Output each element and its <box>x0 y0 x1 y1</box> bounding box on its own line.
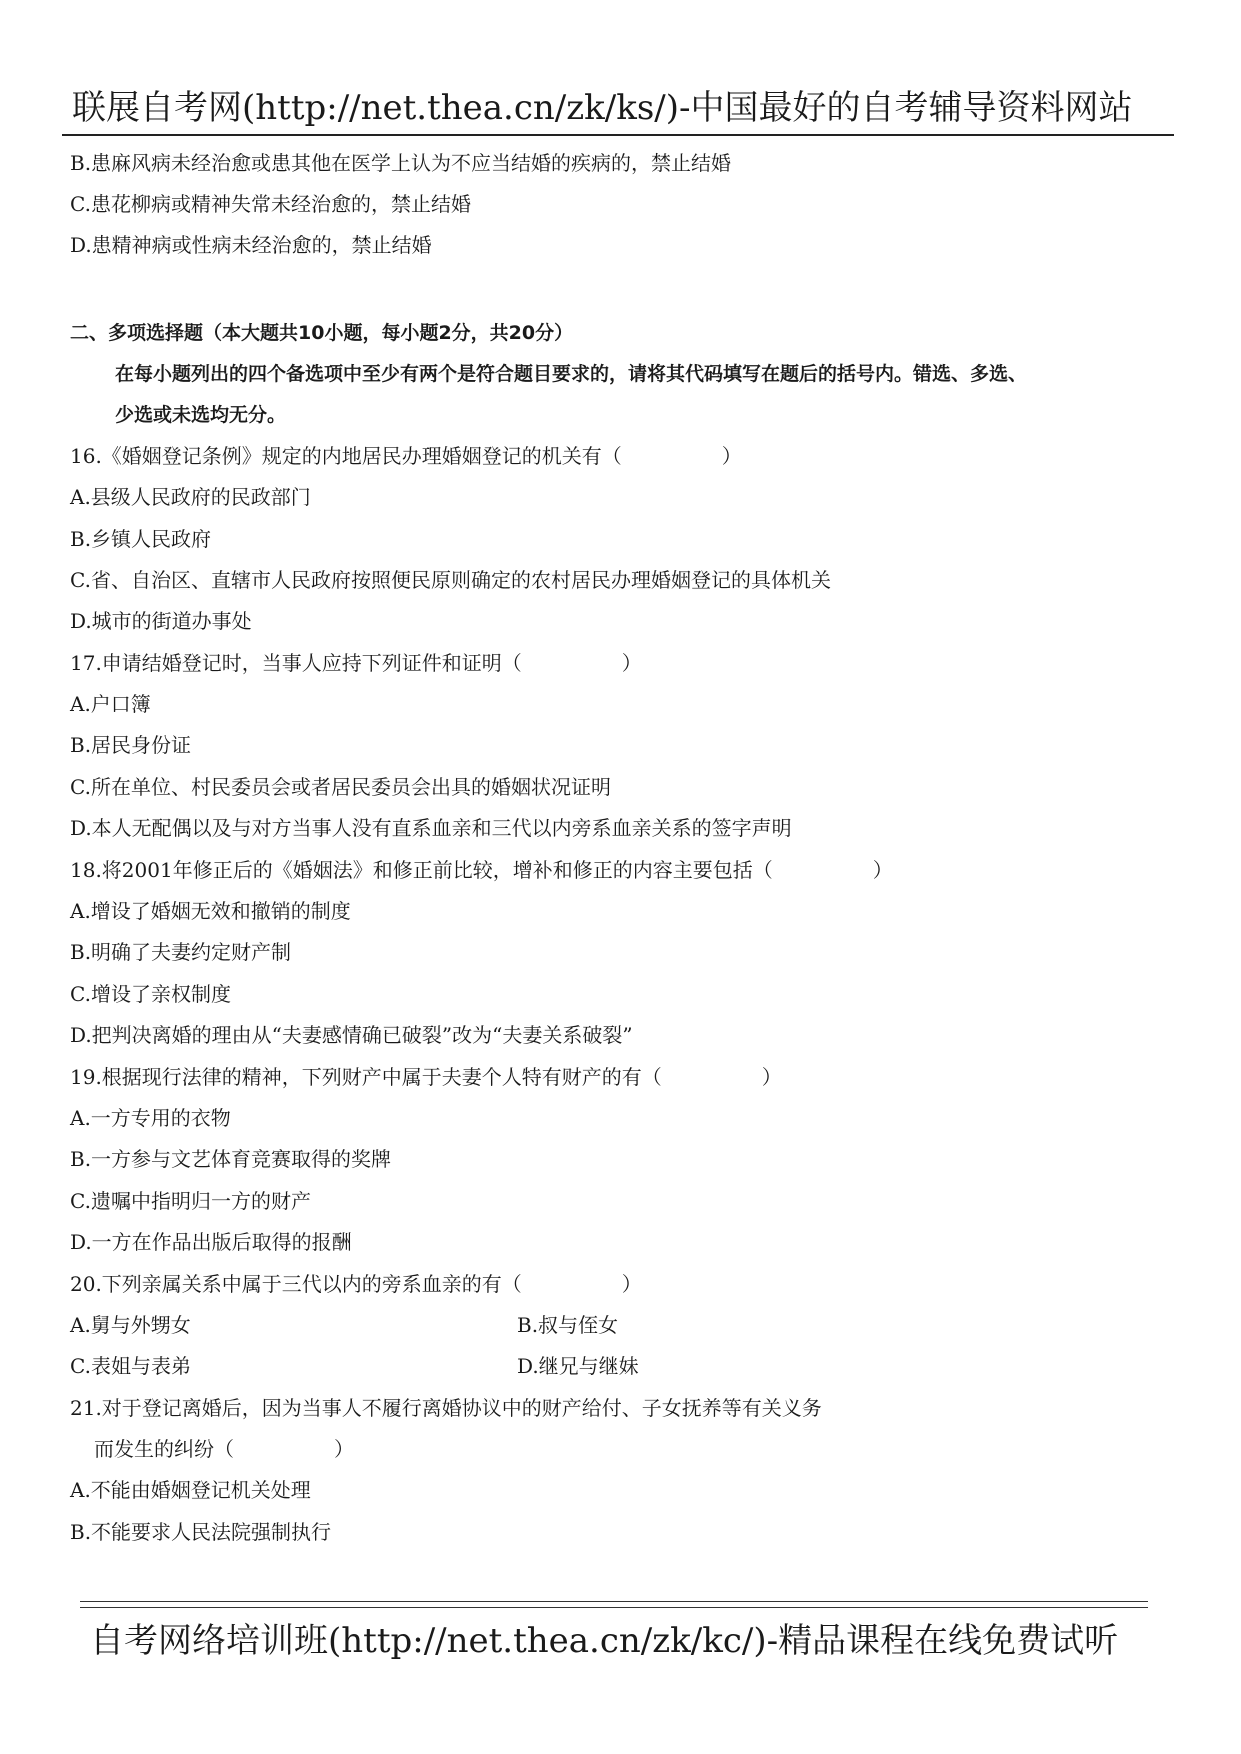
option-line: B.乡镇人民政府 <box>70 527 212 551</box>
option-line: D.把判决离婚的理由从“夫妻感情确已破裂”改为“夫妻关系破裂” <box>70 1023 633 1047</box>
option-line: D.本人无配偶以及与对方当事人没有直系血亲和三代以内旁系血亲关系的签字声明 <box>70 816 792 840</box>
option-line: C.患花柳病或精神失常未经治愈的，禁止结婚 <box>70 192 471 216</box>
section-title: 二、多项选择题（本大题共10小题，每小题2分，共20分） <box>70 322 574 344</box>
option-line: A.不能由婚姻登记机关处理 <box>70 1478 311 1502</box>
option-line: C.表姐与表弟 <box>70 1354 191 1378</box>
option-line: D.城市的街道办事处 <box>70 609 252 633</box>
option-line: D.一方在作品出版后取得的报酬 <box>70 1230 352 1254</box>
question-stem-continued: 而发生的纠纷（ ） <box>94 1437 354 1461</box>
question-stem: 21.对于登记离婚后，因为当事人不履行离婚协议中的财产给付、子女抚养等有关义务 <box>70 1396 822 1420</box>
option-line: A.舅与外甥女 <box>70 1313 191 1337</box>
option-line: A.户口簿 <box>70 692 151 716</box>
option-line: A.增设了婚姻无效和撤销的制度 <box>70 899 351 923</box>
option-line: B.居民身份证 <box>70 733 192 757</box>
option-line: C.所在单位、村民委员会或者居民委员会出具的婚姻状况证明 <box>70 775 611 799</box>
option-line: C.省、自治区、直辖市人民政府按照便民原则确定的农村居民办理婚姻登记的具体机关 <box>70 568 831 592</box>
option-line: B.患麻风病未经治愈或患其他在医学上认为不应当结婚的疾病的，禁止结婚 <box>70 151 732 175</box>
section-instruction: 少选或未选均无分。 <box>115 404 287 426</box>
footer-double-rule <box>80 1601 1148 1608</box>
question-stem: 20.下列亲属关系中属于三代以内的旁系血亲的有（ ） <box>70 1272 642 1296</box>
option-line: D.继兄与继妹 <box>517 1354 639 1378</box>
question-stem: 16.《婚姻登记条例》规定的内地居民办理婚姻登记的机关有（ ） <box>70 444 742 468</box>
question-stem: 18.将2001年修正后的《婚姻法》和修正前比较，增补和修正的内容主要包括（ ） <box>70 858 893 882</box>
question-stem: 19.根据现行法律的精神，下列财产中属于夫妻个人特有财产的有（ ） <box>70 1065 782 1089</box>
site-header: 联展自考网(http://net.thea.cn/zk/ks/)-中国最好的自考辅导资料网站 <box>72 88 1133 128</box>
section-instruction: 在每小题列出的四个备选项中至少有两个是符合题目要求的，请将其代码填写在题后的括号内。错选、多选、 <box>115 363 1028 385</box>
option-line: B.明确了夫妻约定财产制 <box>70 940 292 964</box>
site-footer: 自考网络培训班(http://net.thea.cn/zk/kc/)-精品课程在线免费试听 <box>90 1621 1119 1661</box>
header-rule <box>62 134 1174 136</box>
option-line: B.一方参与文艺体育竞赛取得的奖牌 <box>70 1147 392 1171</box>
option-line: B.不能要求人民法院强制执行 <box>70 1520 332 1544</box>
option-line: B.叔与侄女 <box>517 1313 619 1337</box>
option-line: A.一方专用的衣物 <box>70 1106 231 1130</box>
question-stem: 17.申请结婚登记时，当事人应持下列证件和证明（ ） <box>70 651 642 675</box>
option-line: C.增设了亲权制度 <box>70 982 231 1006</box>
option-line: A.县级人民政府的民政部门 <box>70 485 311 509</box>
option-line: D.患精神病或性病未经治愈的，禁止结婚 <box>70 233 432 257</box>
option-line: C.遗嘱中指明归一方的财产 <box>70 1189 311 1213</box>
